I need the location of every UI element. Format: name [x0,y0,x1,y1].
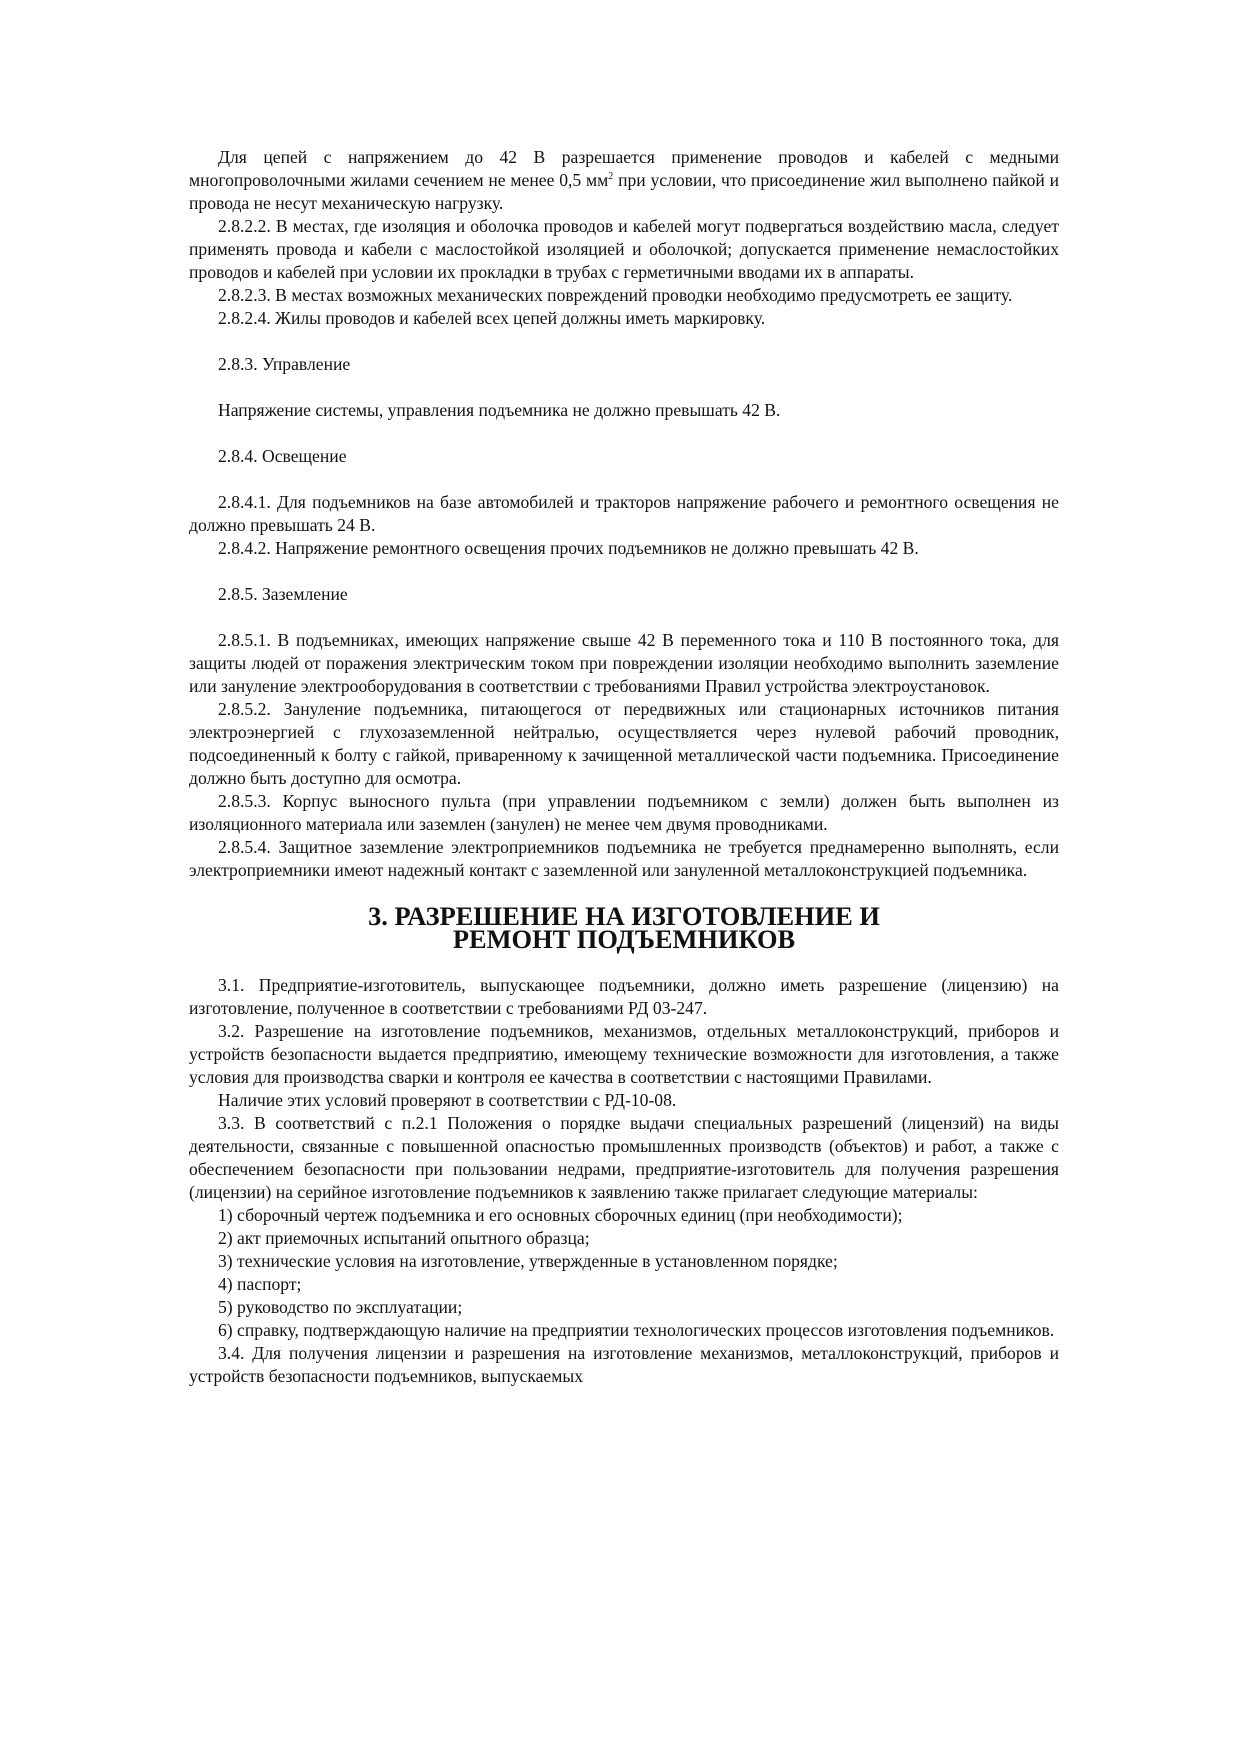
list-item: 3) технические условия на изготовление, утвержденные в установленном порядке; [218,1251,838,1271]
subheading-2-8-4: 2.8.4. Освещение [218,446,347,466]
section-3-title [189,901,1059,954]
paragraph-3-3: 3.3. В соответствий с п.2.1 Положения о порядке выдачи специальных разрешений (лицензий) на виды деятельности, связанные с повышенной опасностью промышленных производств (объектов) и работ, а также с обеспечением безопасности при пользовании недрами, предприятие-изготовитель для получения разрешения (лицензии) на серийное изготовление подъемников к заявлению также прилагает следующие материалы: [189,1113,1059,1202]
paragraph-2-8-5-2: 2.8.5.2. Зануление подъемника, питающегося от передвижных или стационарных источников питания электроэнергией с глухозаземленной нейтралью, осуществляется через нулевой рабочий проводник, подсоединенный к болту с гайкой, приваренному к зачищенной металлической части подъемника. Присоединение должно быть доступно для осмотра. [189,699,1059,788]
list-item: 2) акт приемочных испытаний опытного образца; [218,1228,590,1248]
document-page [189,146,1059,1388]
paragraph-2-8-2-3: 2.8.2.3. В местах возможных механических повреждений проводки необходимо предусмотреть ее защиту. [218,285,1013,305]
paragraph-text-cont: при условии, что присоединение жил выполнено пайкой и провода не несут механическую нагрузку. [189,170,1059,213]
paragraph-2-8-4-2: 2.8.4.2. Напряжение ремонтного освещения прочих подъемников не должно превышать 42 В. [218,538,919,558]
paragraph-conditions-check: Наличие этих условий проверяют в соответствии с РД-10-08. [218,1090,677,1110]
list-item: 5) руководство по эксплуатации; [218,1297,463,1317]
paragraph-2-8-2-2: 2.8.2.2. В местах, где изоляция и оболочка проводов и кабелей могут подвергаться воздействию масла, следует применять провода и кабели с маслостойкой изоляцией и оболочкой; допускается применение немаслостойких проводов и кабелей при условии их прокладки в трубах с герметичными вводами их в аппараты. [189,216,1059,282]
list-item: 6) справку, подтверждающую наличие на предприятии технологических процессов изготовления подъемников. [218,1320,1055,1340]
list-item: 4) паспорт; [218,1274,302,1294]
list-item: 1) сборочный чертеж подъемника и его основных сборочных единиц (при необходимости); [218,1205,903,1225]
paragraph-3-4: 3.4. Для получения лицензии и разрешения на изготовление механизмов, металлоконструкций, приборов и устройств безопасности подъемников, выпускаемых [189,1343,1059,1386]
paragraph-2-8-2-4: 2.8.2.4. Жилы проводов и кабелей всех цепей должны иметь маркировку. [218,308,766,328]
paragraph-2-8-4-1: 2.8.4.1. Для подъемников на базе автомобилей и тракторов напряжение рабочего и ремонтного освещения не должно превышать 24 В. [189,492,1059,535]
paragraph-3-2: 3.2. Разрешение на изготовление подъемников, механизмов, отдельных металлоконструкций, приборов и устройств безопасности выдается предприятию, имеющему технические возможности для изготовления, а также условия для производства сварки и контроля ее качества в соответствии с настоящими Правилами. [189,1021,1059,1087]
subheading-2-8-5: 2.8.5. Заземление [218,584,348,604]
paragraph-2-8-5-3: 2.8.5.3. Корпус выносного пульта (при управлении подъемником с земли) должен быть выполнен из изоляционного материала или заземлен (занулен) не менее чем двумя проводниками. [189,791,1059,834]
subheading-2-8-3: 2.8.3. Управление [218,354,351,374]
section-3-title-line-2: РЕМОНТ ПОДЪЕМНИКОВ [452,924,796,954]
section-3-title-line-1: 3. РАЗРЕШЕНИЕ НА ИЗГОТОВЛЕНИЕ И [368,901,880,931]
paragraph-2-8-5-1: 2.8.5.1. В подъемниках, имеющих напряжение свыше 42 В переменного тока и 110 В постоянного тока, для защиты людей от поражения электрическим током при повреждении изоляции необходимо выполнить заземление или зануление электрооборудования в соответствии с требованиями Правил устройства электроустановок. [189,630,1059,696]
superscript-2: 2 [608,171,614,182]
paragraph-copper-wires [189,146,1059,215]
paragraph-control-voltage: Напряжение системы, управления подъемника не должно превышать 42 В. [218,400,781,420]
paragraph-text: Для цепей с напряжением до 42 В разрешается применение проводов и кабелей с медными многопроволочными жилами сечением не менее 0,5 мм [189,147,1059,190]
paragraph-3-1: 3.1. Предприятие-изготовитель, выпускающее подъемники, должно иметь разрешение (лицензию) на изготовление, полученное в соответствии с требованиями РД 03-247. [189,975,1059,1018]
paragraph-2-8-5-4: 2.8.5.4. Защитное заземление электроприемников подъемника не требуется преднамеренно выполнять, если электроприемники имеют надежный контакт с заземленной или зануленной металлоконструкцией подъемника. [189,837,1059,880]
